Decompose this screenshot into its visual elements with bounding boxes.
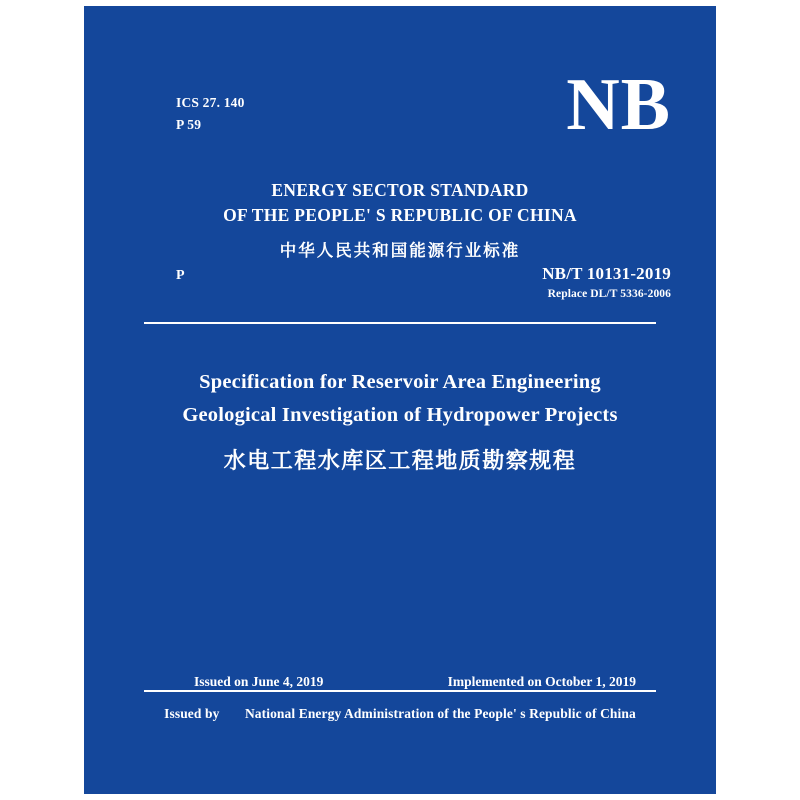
standard-number-block bbox=[542, 264, 671, 300]
issuing-authority-header bbox=[84, 178, 716, 261]
issuer-row bbox=[84, 706, 716, 722]
ics-classification-block bbox=[176, 92, 245, 137]
divider-bottom bbox=[144, 690, 656, 692]
header-english-line2: OF THE PEOPLE' S REPUBLIC OF CHINA bbox=[223, 205, 577, 226]
p-code: P 59 bbox=[176, 117, 202, 133]
standard-number: NB/T 10131-2019 bbox=[542, 264, 671, 283]
cover-top-row bbox=[84, 64, 716, 158]
standard-title-block bbox=[84, 366, 716, 475]
ics-code: ICS 27. 140 bbox=[176, 95, 245, 110]
issued-date: Issued on June 4, 2019 bbox=[194, 674, 324, 689]
issuer-name: National Energy Administration of the People' s Republic of China bbox=[244, 706, 636, 721]
title-english-line1: Specification for Reservoir Area Engineering bbox=[199, 371, 601, 393]
standard-classification-code: P bbox=[176, 268, 185, 283]
nb-logo: NB bbox=[566, 64, 671, 146]
header-chinese: 中华人民共和国能源行业标准 bbox=[279, 240, 521, 260]
header-english-line1: ENERGY SECTOR STANDARD bbox=[271, 180, 529, 200]
standard-cover bbox=[84, 6, 716, 794]
implemented-date: Implemented on October 1, 2019 bbox=[447, 674, 636, 689]
standard-number-row bbox=[84, 264, 716, 316]
title-english-line2: Geological Investigation of Hydropower Projects bbox=[182, 403, 618, 426]
standard-replaces: Replace DL/T 5336-2006 bbox=[547, 288, 671, 300]
title-chinese: 水电工程水库区工程地质勘察规程 bbox=[223, 448, 577, 474]
divider-top bbox=[144, 322, 656, 324]
issued-by-label: Issued by bbox=[164, 706, 220, 721]
